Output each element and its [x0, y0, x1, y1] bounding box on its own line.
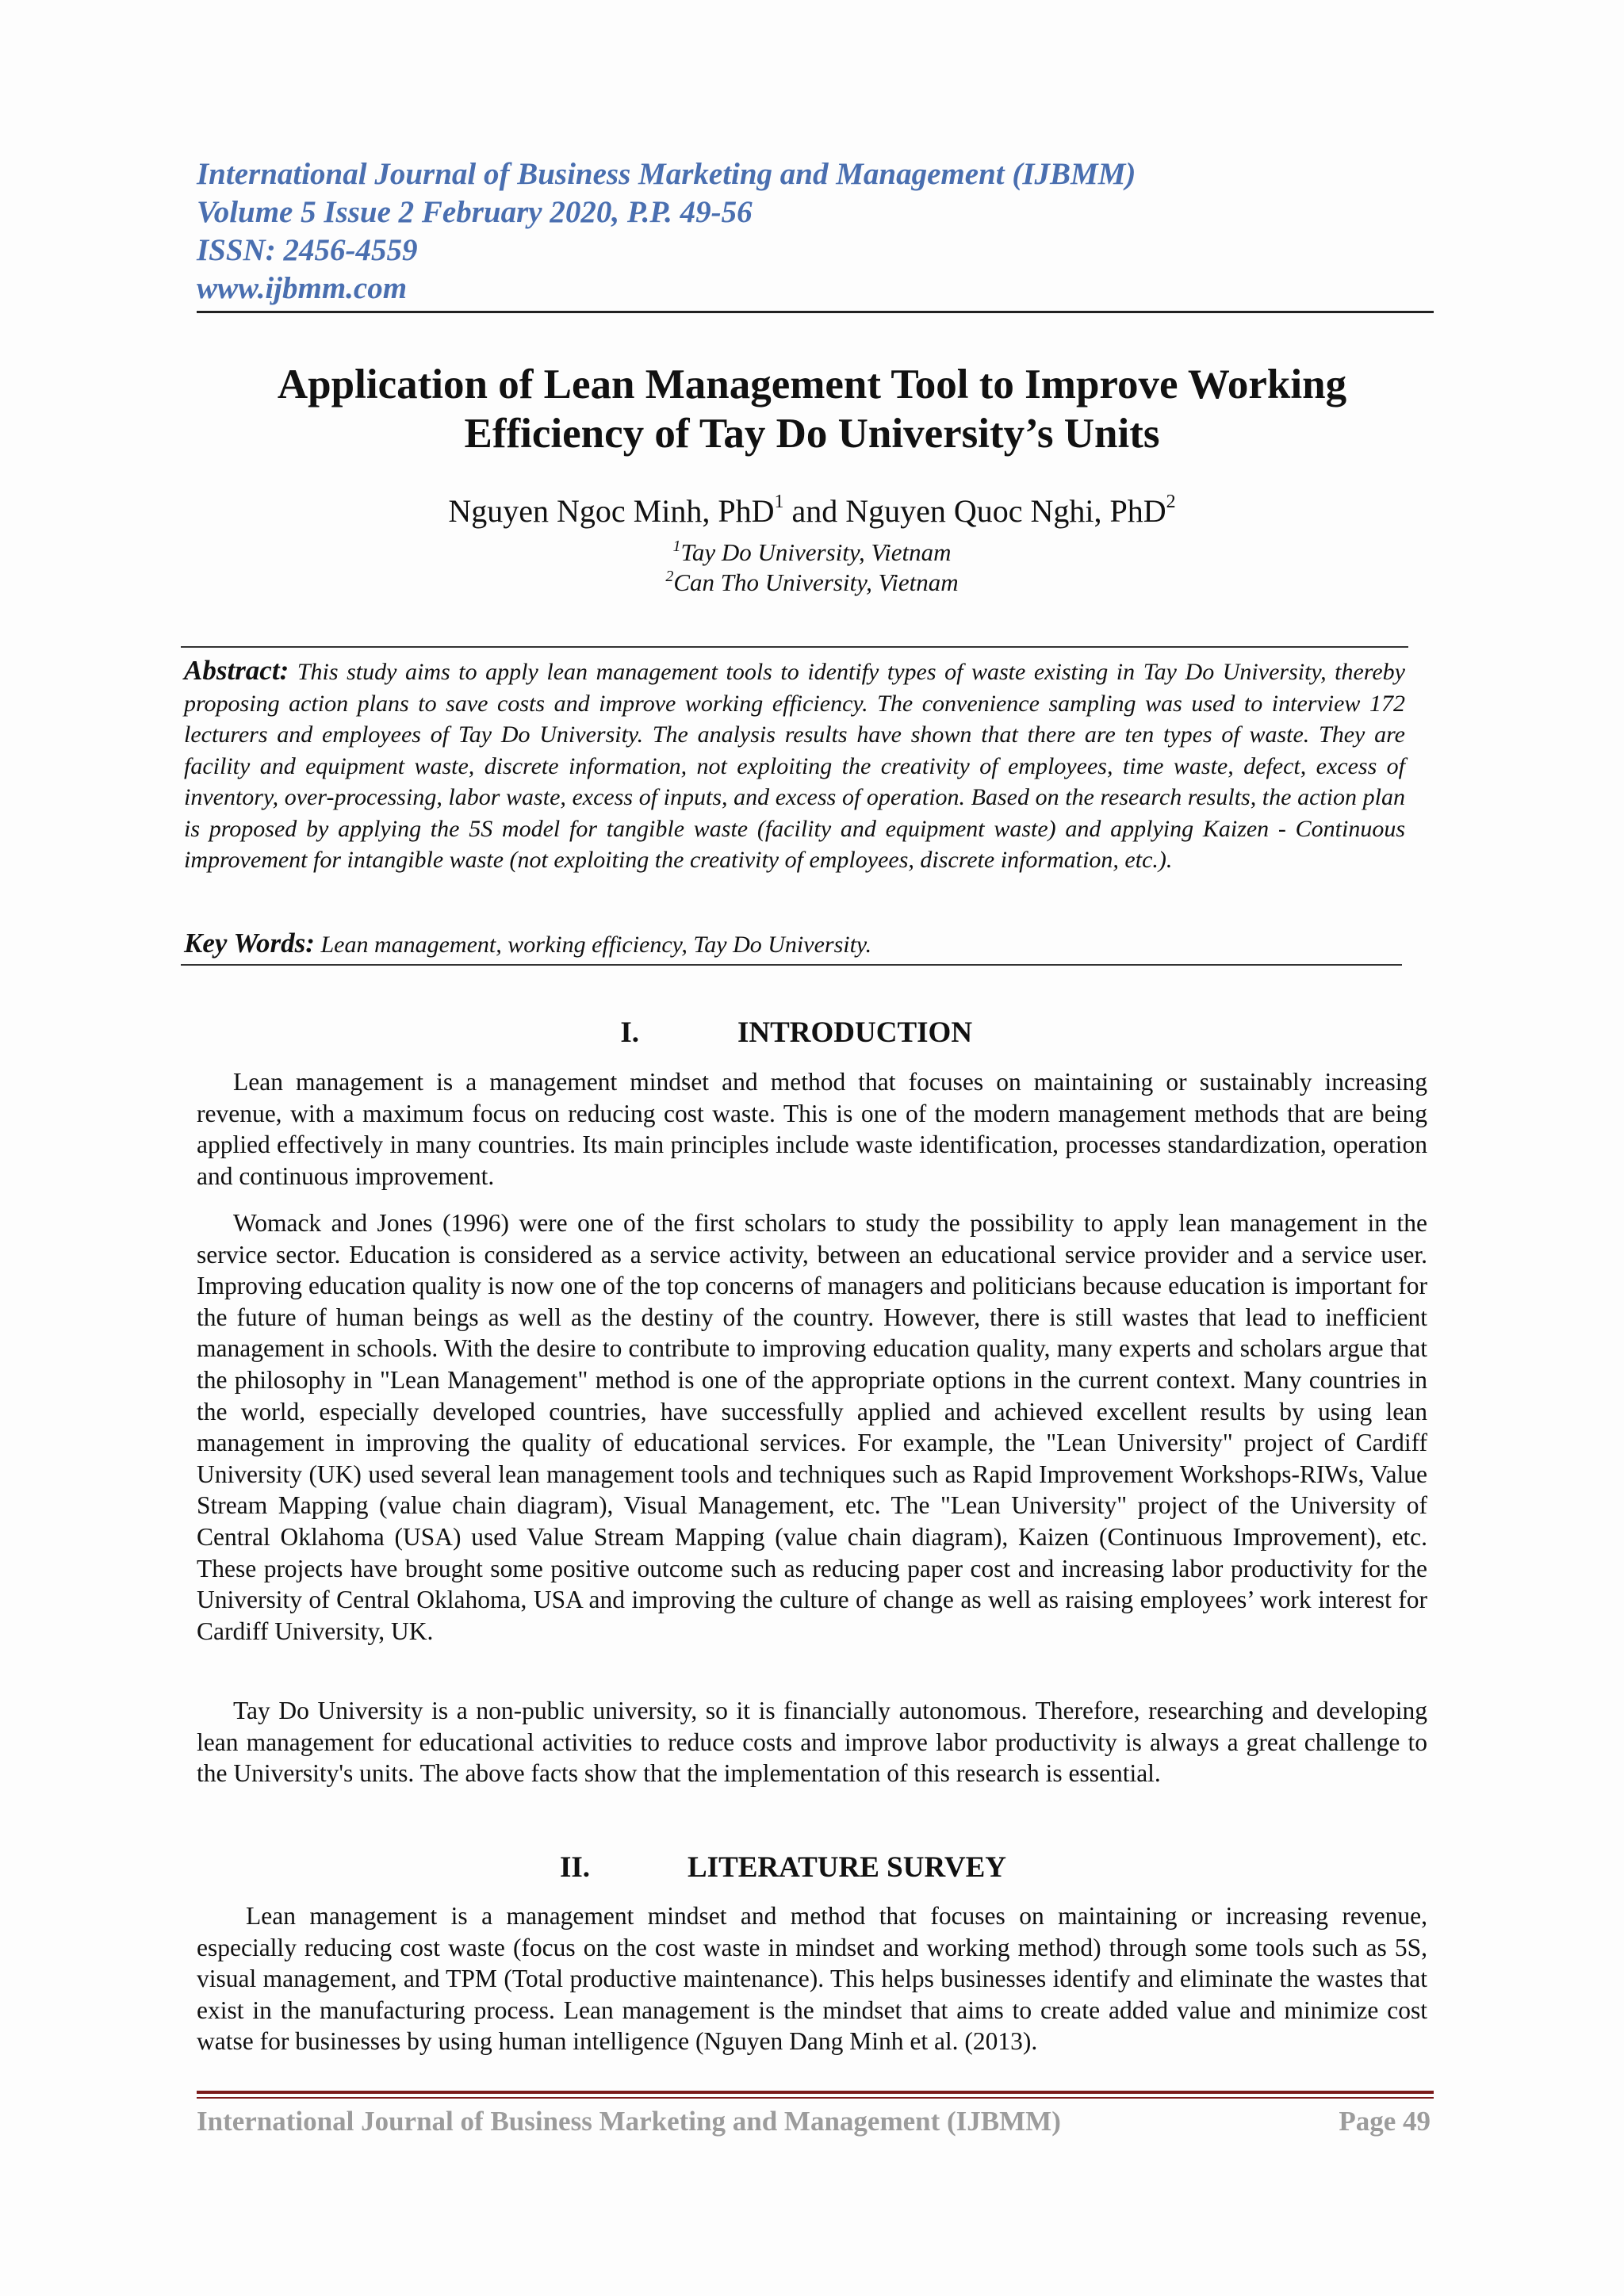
journal-website[interactable]: www.ijbmm.com: [197, 271, 408, 305]
literature-paragraph-1: Lean management is a management mindset and method that focuses on maintaining or increasing revenue, especially reducing cost waste (focus on the cost waste in mindset and working method) through some tools such as 5S, visual management, and TPM (Total productive maintenance). This helps businesses identify and eliminate the wastes that exist in the manufacturing process. Lean management is the mindset that aims to create added value and minimize cost watse for businesses by using human intelligence (Nguyen Dang Minh et al. (2013).: [197, 1902, 1427, 2056]
authors-conjunction: and: [783, 493, 846, 529]
section-heading-literature-survey: [0, 1850, 1624, 1886]
journal-name: International Journal of Business Marketing and Management (IJBMM): [197, 157, 1136, 191]
affiliation-1-mark: 1: [672, 538, 681, 555]
paper-title: [167, 360, 1457, 458]
section-number: II.: [559, 1851, 590, 1884]
keywords-label: Key Words:: [184, 928, 315, 959]
section-number: I.: [620, 1016, 639, 1049]
abstract-top-rule: [181, 646, 1408, 648]
author-2-affiliation-mark: 2: [1166, 492, 1176, 512]
intro-paragraph-2: Womack and Jones (1996) were one of the first scholars to study the possibility to apply lean management in the service sector. Education is considered as a service activity, between an educational service provider and a service user. Improving education quality is now one of the top concerns of managers and politicians because education is important for the future of human beings as well as the destiny of the country. However, there is still wastes that lead to inefficient management in schools. With the desire to contribute to improving education quality, many experts and scholars argue that the philosophy in "Lean Management" method is one of the appropriate options in the current context. Many countries in the world, especially developed countries, have successfully applied and achieved excellent results by using lean management in improving the quality of educational services. For example, the "Lean University" project of Cardiff University (UK) used several lean management tools and techniques such as Rapid Improvement Workshops-RIWs, Value Stream Mapping (value chain diagram), Visual Management, etc. The "Lean University" project of the University of Central Oklahoma (USA) used Value Stream Mapping (value chain diagram), Kaizen (Continuous Improvement), etc. These projects have brought some positive outcome such as reducing paper cost and increasing labor productivity for the University of Central Oklahoma, USA and improving the culture of change as well as raising employees’ work interest for Cardiff University, UK.: [197, 1209, 1427, 1645]
intro-paragraph-1: Lean management is a management mindset and method that focuses on maintaining or sustainably increasing revenue, with a maximum focus on reducing cost waste. This is one of the modern management methods that are being applied effectively in many countries. Its main principles include waste identification, processes standardization, operation and continuous improvement.: [197, 1068, 1427, 1190]
author-2: Nguyen Quoc Nghi, PhD: [845, 493, 1166, 529]
footer-rule-thin: [197, 2097, 1434, 2099]
abstract-label: Abstract:: [184, 655, 289, 686]
affiliation-1: [167, 538, 1457, 568]
intro-paragraph-3: Tay Do University is a non-public university, so it is financially autonomous. Therefore, researching and developing lean management for educational activities to reduce costs and improve labor productivity is always a great challenge to the University's units. The above facts show that the implementation of this research is essential.: [197, 1697, 1427, 1788]
abstract-text: This study aims to apply lean management tools to identify types of waste existing in Tay Do University, thereby proposing action plans to save costs and improve working efficiency. The convenience sampling was used to interview 172 lecturers and employees of Tay Do University. The analysis results have shown that there are ten types of waste. They are facility and equipment waste, discrete information, not exploiting the creativity of employees, time waste, defect, excess of inventory, over-processing, labor waste, excess of inputs, and excess of operation. Based on the research results, the action plan is proposed by applying the 5S model for tangible waste (facility and equipment waste) and applying Kaizen - Continuous improvement for intangible waste (not exploiting the creativity of employees, discrete information, etc.).: [184, 659, 1406, 873]
footer-rule-thick: [197, 2091, 1434, 2094]
section-title: LITERATURE SURVEY: [688, 1851, 1007, 1884]
keywords-text: Lean management, working efficiency, Tay Do University.: [320, 932, 872, 958]
header-divider: [197, 311, 1434, 313]
journal-header: [197, 155, 1434, 308]
author-1-affiliation-mark: 1: [774, 492, 784, 512]
title-line-2: Efficiency of Tay Do University’s Units: [464, 411, 1160, 457]
journal-issn: ISSN: 2456-4559: [197, 233, 418, 267]
author-1: Nguyen Ngoc Minh, PhD: [448, 493, 775, 529]
page-number: Page 49: [1339, 2106, 1431, 2137]
abstract: [184, 655, 1405, 876]
keywords: [184, 928, 1405, 961]
title-line-1: Application of Lean Management Tool to Improve Working: [277, 362, 1347, 408]
footer-journal-name: International Journal of Business Marketing and Management (IJBMM): [197, 2106, 1061, 2137]
affiliation-1-text: Tay Do University, Vietnam: [680, 538, 952, 566]
section-title: INTRODUCTION: [737, 1016, 973, 1049]
journal-volume: Volume 5 Issue 2 February 2020, P.P. 49-56: [197, 195, 753, 229]
page-footer: [197, 2104, 1431, 2139]
section-heading-introduction: [0, 1015, 1624, 1051]
keywords-bottom-rule: [181, 964, 1402, 966]
affiliation-2-text: Can Tho University, Vietnam: [673, 568, 959, 596]
affiliation-2: [167, 568, 1457, 598]
authors: [167, 492, 1457, 531]
affiliation-2-mark: 2: [665, 568, 674, 585]
